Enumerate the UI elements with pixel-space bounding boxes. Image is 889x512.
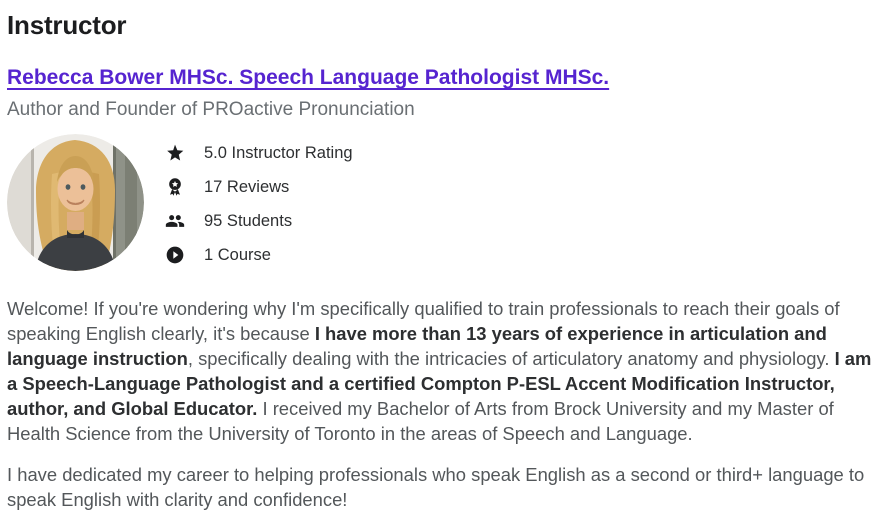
stat-label: 5.0 Instructor Rating	[204, 143, 353, 162]
instructor-bio	[7, 296, 881, 512]
instructor-headline: Author and Founder of PROactive Pronunciation	[7, 99, 415, 120]
stat-label: 1 Course	[204, 245, 271, 264]
section-title: Instructor	[7, 10, 127, 40]
bio-paragraph-1: Welcome! If you're wondering why I'm specifically qualified to train professionals to reach their goals of speaking English clearly, it's because I have more than 13 years of experience in articulation and language instruction, specifically dealing with the intricacies of articulatory anatomy and physiology. I am a Speech-Language Pathologist and a certified Compton P-ESL Accent Modification Instructor, author, and Global Educator. I received my Bachelor of Arts from Brock University and my Master of Health Science from the University of Toronto in the areas of Speech and Language.	[7, 298, 872, 444]
bio-paragraph-2: I have dedicated my career to helping professionals who speak English as a second or third+ language to speak English with clarity and confidence!	[7, 464, 865, 510]
instructor-avatar[interactable]	[7, 134, 144, 271]
stat-label: 95 Students	[204, 211, 293, 230]
instructor-name-link[interactable]: Rebecca Bower MHSc. Speech Language Pathologist MHSc.	[7, 66, 610, 89]
stat-reviews	[165, 170, 353, 204]
stat-students	[165, 204, 353, 238]
medal-icon	[165, 177, 185, 197]
star-icon	[165, 143, 185, 163]
stat-label: 17 Reviews	[204, 177, 290, 196]
stat-courses	[165, 238, 353, 272]
instructor-stats	[165, 134, 353, 272]
stat-rating	[165, 136, 353, 170]
avatar-illustration	[7, 134, 144, 271]
play-circle-icon	[165, 245, 185, 265]
instructor-profile-row	[7, 134, 881, 272]
people-icon	[165, 211, 185, 231]
